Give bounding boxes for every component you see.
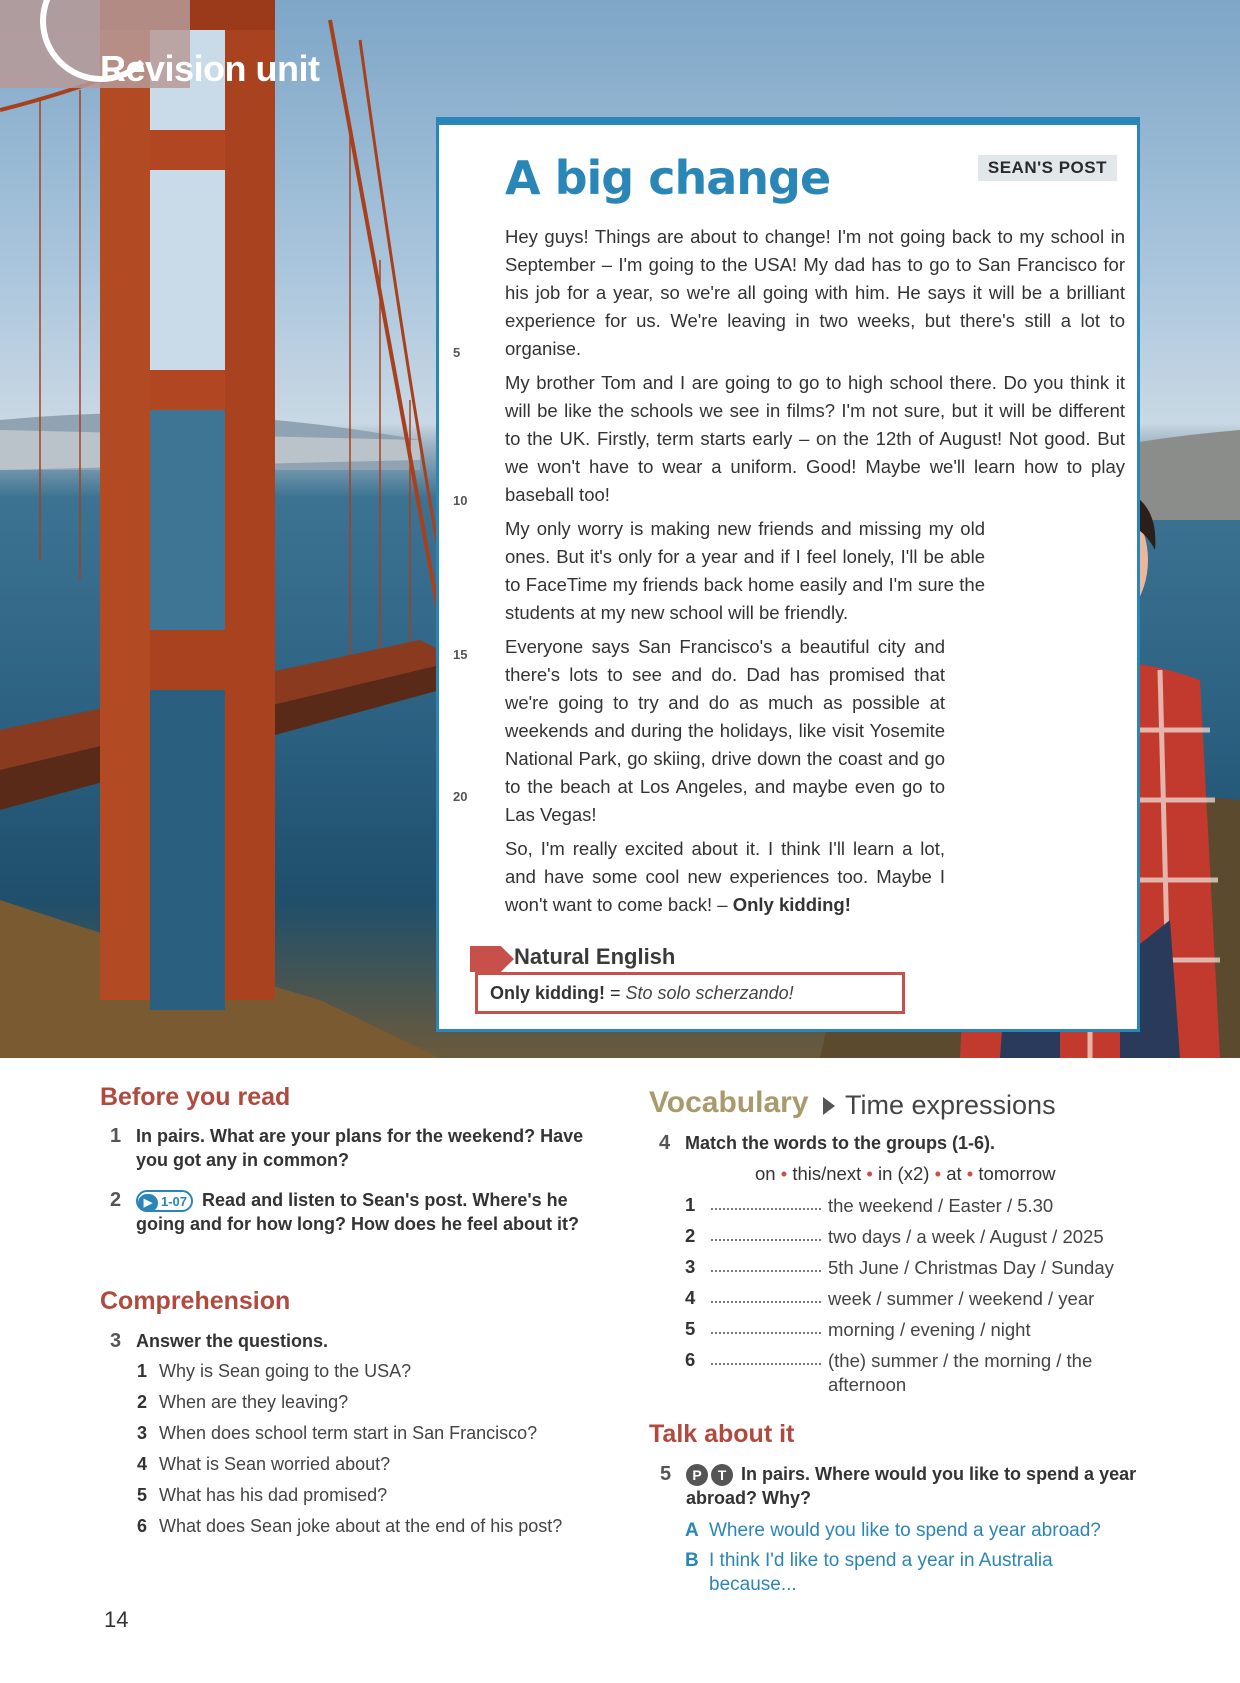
word-bank <box>755 1163 1056 1185</box>
word: this/next <box>792 1163 862 1184</box>
question-3 <box>110 1329 596 1353</box>
item-number: 4 <box>137 1454 148 1474</box>
comprehension-item <box>137 1423 538 1444</box>
answer-blank[interactable] <box>711 1332 821 1334</box>
natural-english-phrase: Only kidding! <box>490 983 605 1003</box>
line-number: 20 <box>453 789 468 804</box>
question-number: 5 <box>660 1463 672 1485</box>
row-text: week / summer / weekend / year <box>828 1288 1095 1309</box>
question-number: 4 <box>659 1132 671 1154</box>
question-text: In pairs. Where would you like to spend a year abroad? Why? <box>686 1464 1137 1509</box>
word: at <box>946 1163 962 1184</box>
row-number: 1 <box>685 1194 696 1215</box>
audio-track-label: 1-07 <box>161 1194 188 1210</box>
answer-blank[interactable] <box>711 1270 821 1272</box>
question-5 <box>660 1462 1146 1510</box>
item-number: 1 <box>137 1361 148 1381</box>
item-text: What has his dad promised? <box>159 1485 388 1505</box>
post-paragraph: Hey guys! Things are about to change! I'm not going back to my school in September – I'm going to the USA! My dad has to go to San Francisco for his job for a year, so we're all going with him. He says it will be a brilliant experience for us. We're leaving in two weeks, but there's still a lot to organise. <box>505 226 1125 359</box>
comprehension-title: Comprehension <box>100 1287 291 1315</box>
natural-english-translation: Sto solo scherzando! <box>625 983 794 1003</box>
bullet-dot-icon: • <box>934 1163 942 1184</box>
post-title: A big change <box>505 151 831 205</box>
audio-track-button[interactable] <box>136 1190 193 1212</box>
item-text: When are they leaving? <box>159 1392 349 1412</box>
comprehension-item <box>137 1485 388 1506</box>
row-number: 4 <box>685 1287 696 1308</box>
question-text: Answer the questions. <box>136 1331 329 1351</box>
question-4 <box>659 1131 1125 1155</box>
post-closing: So, I'm really excited about it. I think I'll learn a lot, and have some cool new experiences too. Maybe I won't want to come back! – <box>505 838 945 915</box>
dialogue-line-b <box>685 1549 1109 1597</box>
speaker-label: B <box>685 1550 699 1571</box>
answer-blank[interactable] <box>711 1363 821 1365</box>
page-number: 14 <box>104 1607 129 1632</box>
bullet-dot-icon: • <box>866 1163 873 1184</box>
comprehension-item <box>137 1392 349 1413</box>
word: on <box>755 1163 776 1184</box>
line-number: 5 <box>453 345 461 360</box>
question-number: 1 <box>110 1125 122 1147</box>
row-text: 5th June / Christmas Day / Sunday <box>828 1257 1114 1278</box>
dialogue-text: I think I'd like to spend a year in Australia because... <box>709 1550 1053 1595</box>
natural-english-box <box>475 972 905 1014</box>
item-text: What is Sean worried about? <box>159 1454 391 1474</box>
row-number: 3 <box>685 1256 696 1277</box>
before-you-read-title: Before you read <box>100 1083 291 1111</box>
word: in (x2) <box>878 1163 930 1184</box>
arrow-right-icon <box>823 1097 835 1115</box>
bullet-dot-icon: • <box>780 1163 788 1184</box>
pair-work-icon: P <box>686 1464 708 1486</box>
vocabulary-title: Vocabulary <box>649 1086 809 1119</box>
line-number: 15 <box>453 647 468 662</box>
comprehension-item <box>137 1361 412 1382</box>
item-number: 6 <box>137 1516 148 1536</box>
item-number: 5 <box>137 1485 148 1505</box>
post-paragraph: My only worry is making new friends and missing my old ones. But it's only for a year and if I feel lonely, I'll be able to FaceTime my friends back home easily and I'm sure the students at my new school will be friendly. <box>505 518 985 623</box>
comprehension-item <box>137 1516 563 1537</box>
equals-sign: = <box>605 983 626 1003</box>
talk-icon: T <box>711 1464 733 1486</box>
row-number: 2 <box>685 1225 696 1246</box>
row-text: the weekend / Easter / 5.30 <box>828 1195 1054 1216</box>
vocabulary-subtitle: Time expressions <box>845 1090 1056 1120</box>
question-text: In pairs. What are your plans for the weekend? Have you got any in common? <box>136 1126 584 1170</box>
post-joke: Only kidding! <box>732 894 851 915</box>
row-number: 5 <box>685 1318 696 1339</box>
natural-english-title: Natural English <box>514 944 676 969</box>
unit-title: Revision unit <box>100 48 320 89</box>
item-number: 2 <box>137 1392 148 1412</box>
post-badge: SEAN'S POST <box>978 155 1117 181</box>
question-text: Match the words to the groups (1-6). <box>685 1133 996 1153</box>
row-text: two days / a week / August / 2025 <box>828 1226 1104 1247</box>
question-text: Read and listen to Sean's post. Where's he going and for how long? How does he feel about it? <box>136 1190 579 1235</box>
question-1 <box>110 1124 596 1172</box>
post-paragraph <box>505 835 945 919</box>
row-text: morning / evening / night <box>828 1319 1031 1340</box>
talk-about-it-title: Talk about it <box>649 1420 795 1448</box>
speaker-label: A <box>685 1520 699 1541</box>
post-body <box>505 223 1125 925</box>
row-number: 6 <box>685 1349 696 1370</box>
dialogue-line-a <box>685 1519 1139 1543</box>
question-number: 3 <box>110 1330 122 1352</box>
post-paragraph: My brother Tom and I are going to go to high school there. Do you think it will be like the schools we see in films? I'm not sure, but it will be different to the UK. Firstly, term starts early – on the 12th of August! Not good. But we won't have to wear a uniform. Good! Maybe we'll learn how to play baseball too! <box>505 372 1125 505</box>
answer-blank[interactable] <box>711 1208 821 1210</box>
question-2 <box>110 1188 596 1236</box>
speaker-icon: ▶ <box>138 1194 158 1212</box>
item-number: 3 <box>137 1423 148 1443</box>
comprehension-item <box>137 1454 391 1475</box>
row-text: (the) summer / the morning / the afternoon <box>828 1350 1093 1395</box>
item-text: Why is Sean going to the USA? <box>159 1361 412 1381</box>
post-paragraph: Everyone says San Francisco's a beautiful city and there's lots to see and do. Dad has promised that we're going to try and do as much as possible at weekends and during the holidays, like visit Yosemite National Park, go skiing, drive down the coast and go to the beach at Los Angeles, and maybe even go to Las Vegas! <box>505 636 945 825</box>
sean-post <box>436 117 1140 1032</box>
line-number: 10 <box>453 493 468 508</box>
answer-blank[interactable] <box>711 1239 821 1241</box>
bullet-dot-icon: • <box>966 1163 974 1184</box>
question-number: 2 <box>110 1189 122 1211</box>
dialogue-text: Where would you like to spend a year abroad? <box>709 1520 1101 1541</box>
item-text: What does Sean joke about at the end of his post? <box>159 1516 563 1536</box>
answer-blank[interactable] <box>711 1301 821 1303</box>
item-text: When does school term start in San Francisco? <box>159 1423 538 1443</box>
word: tomorrow <box>978 1163 1056 1184</box>
